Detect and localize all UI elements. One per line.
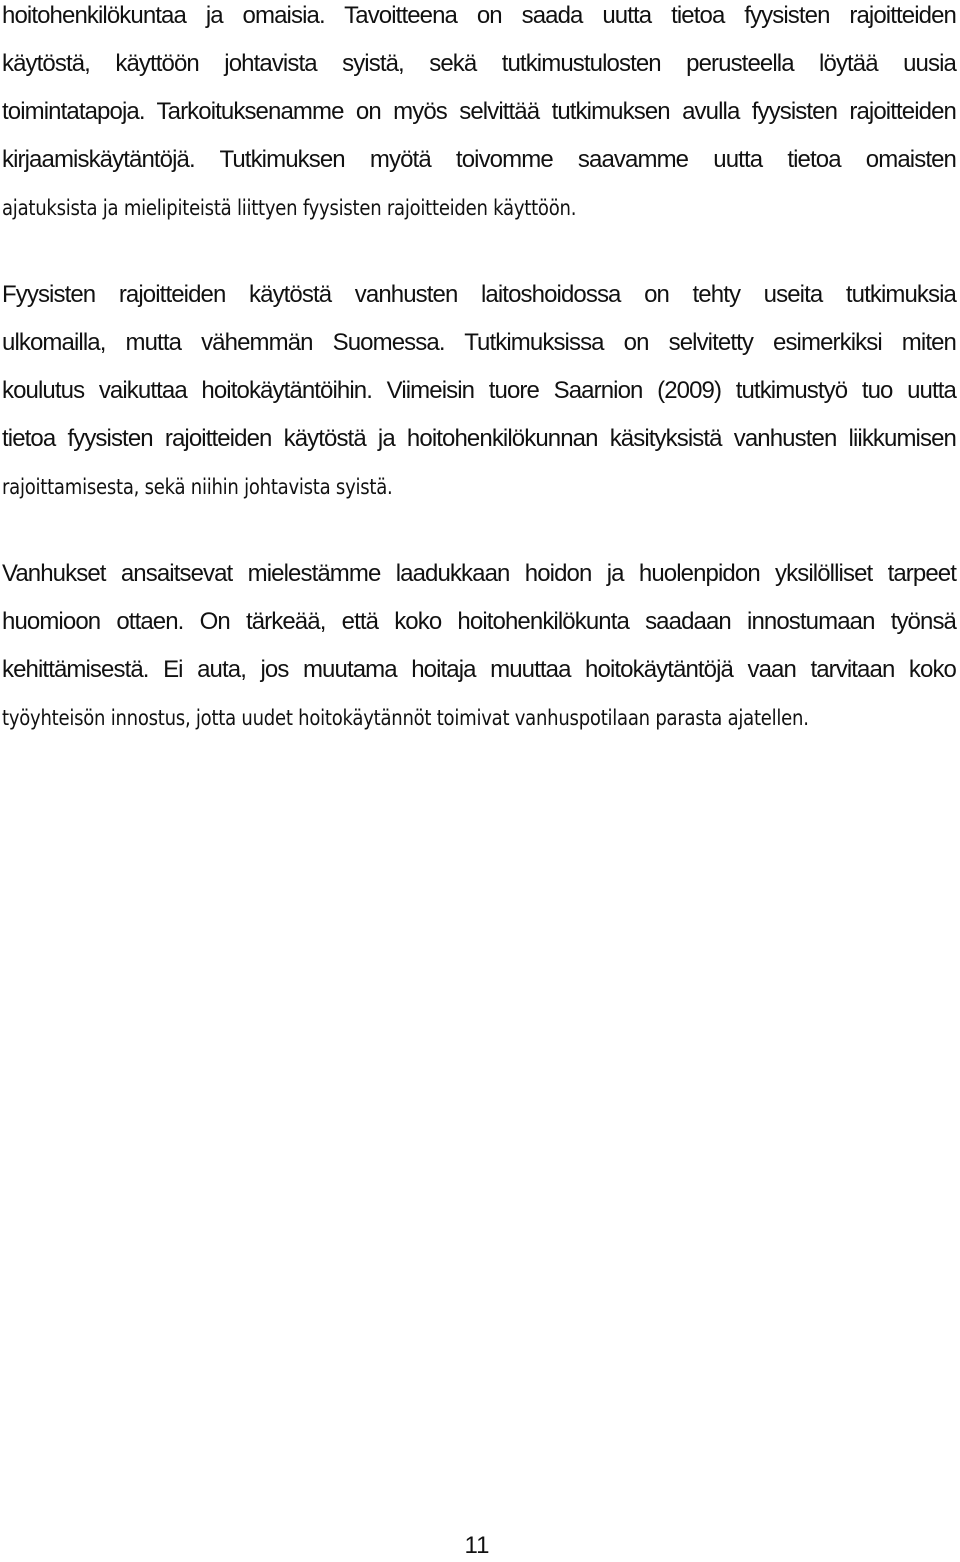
text-line: Fyysisten rajoitteiden käytöstä vanhusten laitoshoidossa on tehty useita tutkimuksia [2,281,956,308]
paragraph-1 [2,0,956,240]
paragraph-2 [2,279,956,519]
text-line: ajatuksista ja mielipiteistä liittyen fyysisten rajoitteiden käyttöön. [2,196,577,220]
text-line: Vanhukset ansaitsevat mielestämme laadukkaan hoidon ja huolenpidon yksilölliset tarpeet [2,560,956,587]
text-line: hoitohenkilökuntaa ja omaisia. Tavoitteena on saada uutta tietoa fyysisten rajoitteiden [2,2,956,29]
text-line: kirjaamiskäytäntöjä. Tutkimuksen myötä toivomme saavamme uutta tietoa omaisten [2,146,956,173]
paragraph-3 [2,558,956,750]
text-line: käytöstä, käyttöön johtavista syistä, sekä tutkimustulosten perusteella löytää uusia [2,50,956,77]
text-line: huomioon ottaen. On tärkeää, että koko hoitohenkilökunta saadaan innostumaan työnsä [2,608,956,635]
text-line: koulutus vaikuttaa hoitokäytäntöihin. Viimeisin tuore Saarnion (2009) tutkimustyö tuo uutta [2,377,956,404]
page-number: 11 [464,1532,490,1559]
text-line: rajoittamisesta, sekä niihin johtavista syistä. [2,475,393,499]
text-line: toimintatapoja. Tarkoituksenamme on myös selvittää tutkimuksen avulla fyysisten rajoitteiden [2,98,956,125]
text-line: kehittämisestä. Ei auta, jos muutama hoitaja muuttaa hoitokäytäntöjä vaan tarvitaan koko [2,656,956,683]
text-line: tietoa fyysisten rajoitteiden käytöstä ja hoitohenkilökunnan käsityksistä vanhusten liikkumisen [2,425,956,452]
text-line: työyhteisön innostus, jotta uudet hoitokäytännöt toimivat vanhuspotilaan parasta ajatellen. [2,706,809,730]
text-line: ulkomailla, mutta vähemmän Suomessa. Tutkimuksissa on selvitetty esimerkiksi miten [2,329,956,356]
